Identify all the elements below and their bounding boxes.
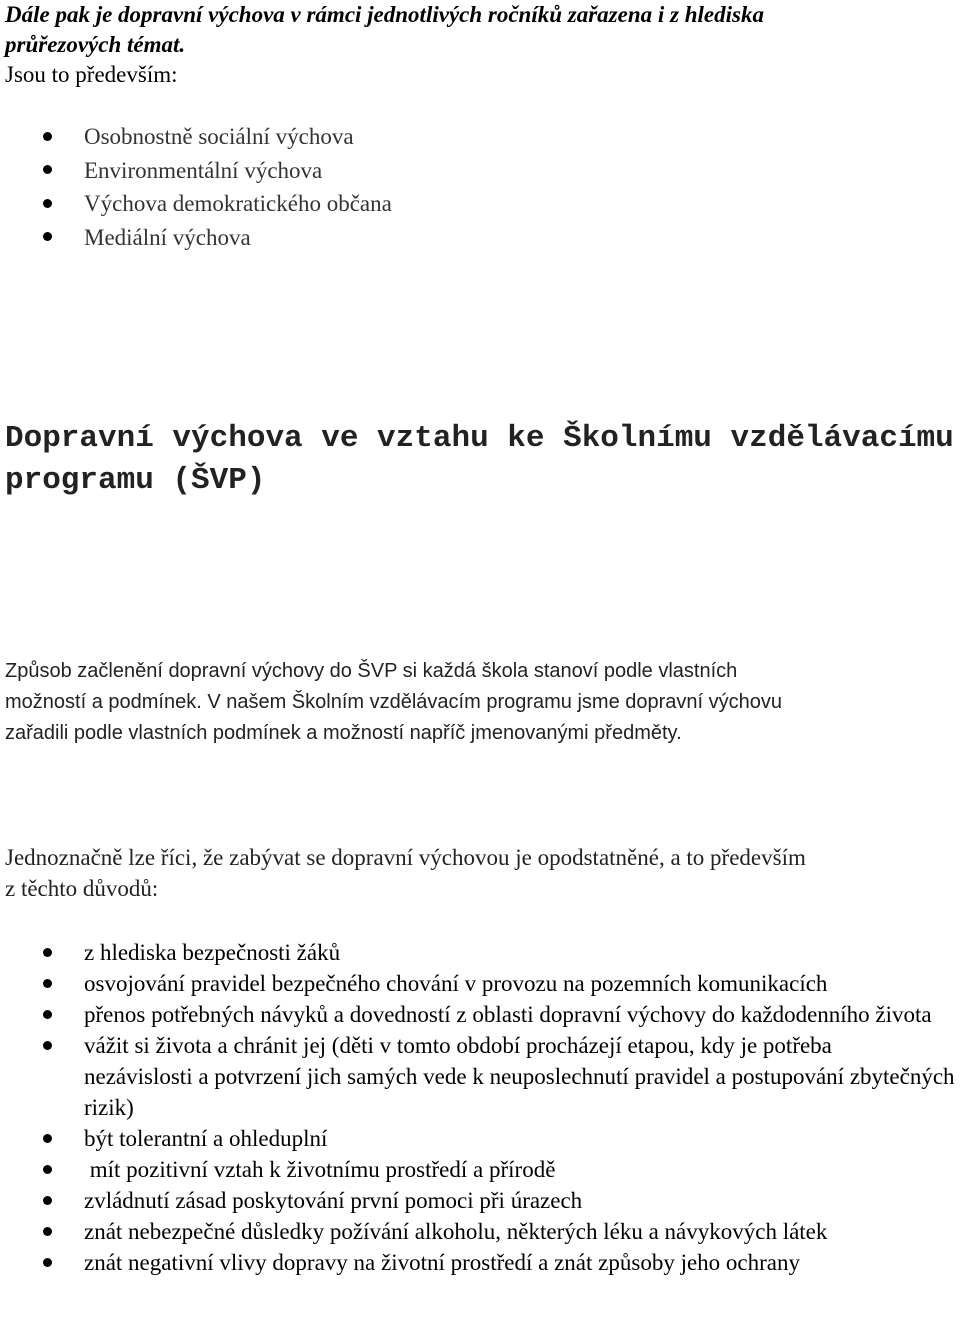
intro-italic-line: Dále pak je dopravní výchova v rámci jednotlivých ročníků zařazena i z hlediska bbox=[5, 2, 764, 27]
list-item bbox=[0, 1185, 960, 1216]
list-item-text: Výchova demokratického občana bbox=[84, 191, 392, 216]
bullet-icon bbox=[43, 1196, 52, 1205]
bullet-icon bbox=[43, 132, 52, 141]
intro-lead: Jsou to především: bbox=[5, 62, 178, 87]
paragraph-svp bbox=[5, 656, 956, 749]
list-item-text: vážit si života a chránit jej (děti v tomto období procházejí etapou, kdy je potřeba bbox=[84, 1033, 832, 1058]
list-item-text: znát negativní vlivy dopravy na životní prostředí a znát způsoby jeho ochrany bbox=[84, 1250, 800, 1275]
list-item-text: zvládnutí zásad poskytování první pomoci při úrazech bbox=[84, 1188, 583, 1213]
list-item bbox=[0, 187, 960, 221]
bullet-icon bbox=[43, 165, 52, 174]
bullet-icon bbox=[43, 948, 52, 957]
bullet-icon bbox=[43, 1134, 52, 1143]
list-item bbox=[0, 1154, 960, 1185]
intro bbox=[5, 0, 956, 90]
list-item-text: Osobnostně sociální výchova bbox=[84, 124, 354, 149]
list-item bbox=[0, 1247, 960, 1278]
bullet-icon bbox=[43, 1010, 52, 1019]
paragraph-reasons-intro bbox=[5, 842, 956, 904]
bullet-icon bbox=[43, 1165, 52, 1174]
list-item-text: Mediální výchova bbox=[84, 224, 251, 250]
list-item bbox=[0, 1216, 960, 1247]
list-item-text: z hlediska bezpečnosti žáků bbox=[84, 940, 341, 965]
intro-italic-line: průřezových témat. bbox=[5, 32, 186, 57]
heading-line: programu (ŠVP) bbox=[5, 463, 266, 498]
bullet-icon bbox=[43, 199, 52, 208]
cross-topics-list bbox=[0, 120, 960, 254]
list-item bbox=[0, 968, 960, 999]
list-item bbox=[0, 1030, 960, 1061]
list-item bbox=[0, 154, 960, 188]
list-item-text: přenos potřebných návyků a dovedností z oblasti dopravní výchovy do každodenního života bbox=[84, 1002, 932, 1027]
list-item-text: osvojování pravidel bezpečného chování v provozu na pozemních komunikacích bbox=[84, 971, 828, 996]
list-item bbox=[0, 1061, 960, 1123]
bullet-icon bbox=[43, 1041, 52, 1050]
bullet-icon bbox=[43, 979, 52, 988]
list-item-text: mít pozitivní vztah k životnímu prostředí a přírodě bbox=[84, 1157, 556, 1182]
list-item bbox=[0, 120, 960, 154]
paragraph-line: možností a podmínek. V našem Školním vzdělávacím programu jsme dopravní výchovu bbox=[5, 691, 783, 713]
bullet-icon bbox=[43, 232, 52, 241]
list-item bbox=[0, 1123, 960, 1154]
paragraph-line: Způsob začlenění dopravní výchovy do ŠVP si každá škola stanoví podle vlastních bbox=[5, 660, 738, 682]
paragraph-line: z těchto důvodů: bbox=[5, 876, 159, 901]
reasons-list bbox=[0, 937, 960, 1278]
heading-line: Dopravní výchova ve vztahu ke Školnímu vzdělávacímu bbox=[5, 421, 954, 456]
list-item-text: Environmentální výchova bbox=[84, 157, 323, 183]
list-item bbox=[0, 937, 960, 968]
paragraph-line: Jednoznačně lze říci, že zabývat se dopravní výchovou je opodstatněné, a to především bbox=[5, 845, 806, 870]
list-item-text: znát nebezpečné důsledky požívání alkoholu, některých léku a návykových látek bbox=[84, 1219, 828, 1244]
list-item-text: nezávislosti a potvrzení jich samých vede k neuposlechnutí pravidel a postupování zbytečných rizik) bbox=[84, 1064, 960, 1120]
paragraph-line: zařadili podle vlastních podmínek a možností napříč jmenovanými předměty. bbox=[5, 722, 682, 744]
section-heading bbox=[5, 418, 956, 502]
bullet-icon bbox=[43, 1258, 52, 1267]
list-item bbox=[0, 999, 960, 1030]
list-item-text: být tolerantní a ohleduplní bbox=[84, 1126, 328, 1151]
list-item bbox=[0, 221, 960, 255]
bullet-icon bbox=[43, 1227, 52, 1236]
